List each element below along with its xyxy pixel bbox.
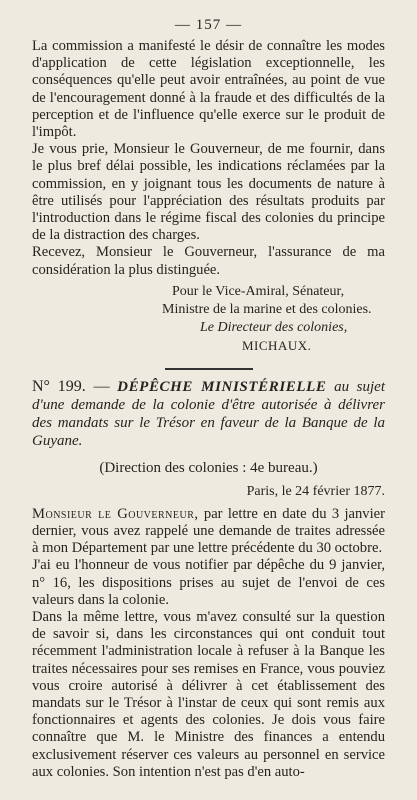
dispatch-heading: [32, 378, 385, 450]
body-paragraph-1-text: par lettre en date du 3 janvier dernier, vous avez rappelé une demande de traites adressée à mon Département par une lettre précédente du 30 octobre.: [32, 505, 385, 557]
signature-line-3: Le Directeur des colonies,: [200, 319, 348, 335]
intro-paragraph-3: Recevez, Monsieur le Gouverneur, l'assurance de ma considération la plus distinguée.: [32, 244, 385, 278]
section-divider: [165, 368, 253, 370]
body-paragraph-1: [32, 506, 385, 558]
signature-name: MICHAUX.: [242, 337, 312, 353]
signature-line-2: Ministre de la marine et des colonies.: [162, 301, 372, 317]
intro-paragraph-1: La commission a manifesté le désir de connaître les modes d'application de cette législation exceptionnelle, les conséquences qu'elle peut avoir entraînées, au point de vue de l'encouragement donné à la fraude et des difficultés de la perception et de l'influence qu'elle exerce sur le produit de l'impôt.: [32, 38, 385, 141]
dispatch-number: N° 199. —: [32, 377, 110, 395]
signature-block: [32, 283, 385, 355]
body-paragraph-2: J'ai eu l'honneur de vous notifier par dépêche du 9 janvier, n° 16, les dispositions prises au sujet de l'envoi de ces valeurs dans la colonie.: [32, 557, 385, 608]
dispatch-date: Paris, le 24 février 1877.: [246, 483, 385, 499]
salutation: Monsieur le Gouverneur,: [32, 505, 199, 522]
dispatch-subject: au sujet d'une demande de la colonie d'être autorisée à délivrer des mandats sur le Trésor en faveur de la Banque de la Guyane.: [32, 378, 385, 449]
page-number: — 157 —: [175, 17, 242, 33]
intro-paragraph-2: Je vous prie, Monsieur le Gouverneur, de me fournir, dans le plus bref délai possible, les indications réclamées par la commission, en y joignant tous les documents de nature à être utilisés pour l'appréciation des résultats produits par l'introduction dans le régime fiscal des colonies du principe de la distraction des charges.: [32, 141, 385, 244]
signature-line-1: Pour le Vice-Amiral, Sénateur,: [172, 283, 345, 299]
dispatch-title: DÉPÊCHE MINISTÉRIELLE: [117, 378, 327, 395]
body-paragraph-3: Dans la même lettre, vous m'avez consulté sur la question de savoir si, dans les circonstances qui ont conduit tout récemment l'administration locale à refuser à la Banque les traites nécessaires pour ses remises en France, vous pouviez vous croire autorisé à délivrer à cet établissement des mandats sur le Trésor à l'instar de ceux qui sont remis aux fonctionnaires et agents des colonies. Je dois vous faire connaître que M. le Ministre des finances a entendu exclusivement réserver ces valeurs au personnel en service aux colonies. Son intention n'est pas d'en auto-: [32, 609, 385, 780]
bureau-line: (Direction des colonies : 4e bureau.): [99, 459, 318, 476]
